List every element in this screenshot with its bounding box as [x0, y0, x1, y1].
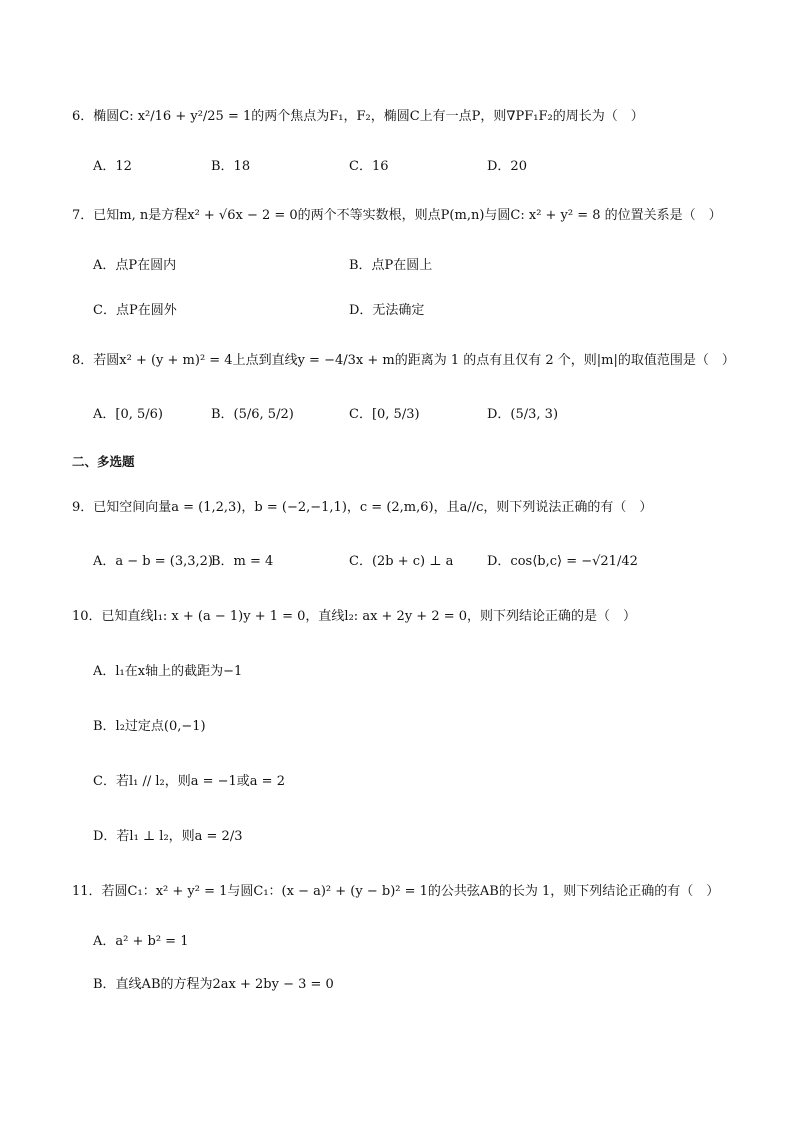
q8-option-d: D．(5/3, 3) — [487, 407, 559, 422]
q9-option-c: C．(2b + c) ⊥ a — [349, 554, 454, 569]
question-8-options — [93, 404, 734, 426]
q10-option-b: B．l₂过定点(0,−1) — [93, 719, 206, 734]
q7-option-d: D．无法确定 — [349, 303, 425, 318]
q9-option-a: A．a − b = (3,3,2) — [93, 554, 213, 569]
q9-option-d: D．cos⟨b,c⟩ = −√21/42 — [487, 554, 638, 569]
section-heading-multiple-choice: 二、多选题 — [72, 454, 135, 469]
q8-option-b: B．(5/6, 5/2) — [211, 407, 294, 422]
q8-option-c: C．[0, 5/3) — [349, 407, 420, 422]
q11-option-b: B．直线AB的方程为2ax + 2by − 3 = 0 — [93, 977, 334, 992]
question-7-stem: 7．已知m, n是方程x² + √6x − 2 = 0的两个不等实数根，则点P(m,n)与圆C: x² + y² = 8 的位置关系是（ ） — [72, 208, 722, 223]
q6-option-b: B．18 — [211, 159, 251, 174]
q6-option-d: D．20 — [487, 159, 527, 174]
q10-option-c: C．若l₁ // l₂，则a = −1或a = 2 — [93, 774, 285, 789]
q8-option-a: A．[0, 5/6) — [93, 407, 163, 422]
question-7-options-row1 — [93, 255, 734, 277]
question-9-stem: 9．已知空间向量a = (1,2,3)，b = (−2,−1,1)，c = (2,m,6)，且a//c，则下列说法正确的有（ ） — [72, 500, 653, 515]
q10-option-a: A．l₁在x轴上的截距为−1 — [93, 664, 243, 679]
question-10-stem: 10．已知直线l₁: x + (a − 1)y + 1 = 0，直线l₂: ax + 2y + 2 = 0，则下列结论正确的是（ ） — [72, 609, 637, 624]
question-9-options — [93, 551, 734, 573]
q6-option-a: A．12 — [93, 159, 132, 174]
q7-option-c: C．点P在圆外 — [93, 303, 177, 318]
question-7-options-row2 — [93, 300, 734, 322]
q10-option-d: D．若l₁ ⊥ l₂，则a = 2/3 — [93, 829, 243, 844]
q7-option-a: A．点P在圆内 — [93, 258, 177, 273]
question-8-stem: 8．若圆x² + (y + m)² = 4上点到直线y = −4/3x + m的距离为 1 的点有且仅有 2 个，则|m|的取值范围是（ ） — [72, 353, 735, 368]
question-6-stem: 6．椭圆C: x²/16 + y²/25 = 1的两个焦点为F₁，F₂，椭圆C上有一点P，则∇PF₁F₂的周长为（ ） — [72, 109, 644, 124]
q9-option-b: B．m = 4 — [211, 554, 274, 569]
q6-option-c: C．16 — [349, 159, 389, 174]
question-11-stem: 11．若圆C₁：x² + y² = 1与圆C₁：(x − a)² + (y − b)² = 1的公共弦AB的长为 1，则下列结论正确的有（ ） — [72, 884, 720, 899]
q11-option-a: A．a² + b² = 1 — [93, 934, 189, 949]
question-6-options — [93, 156, 734, 178]
q7-option-b: B．点P在圆上 — [349, 258, 433, 273]
